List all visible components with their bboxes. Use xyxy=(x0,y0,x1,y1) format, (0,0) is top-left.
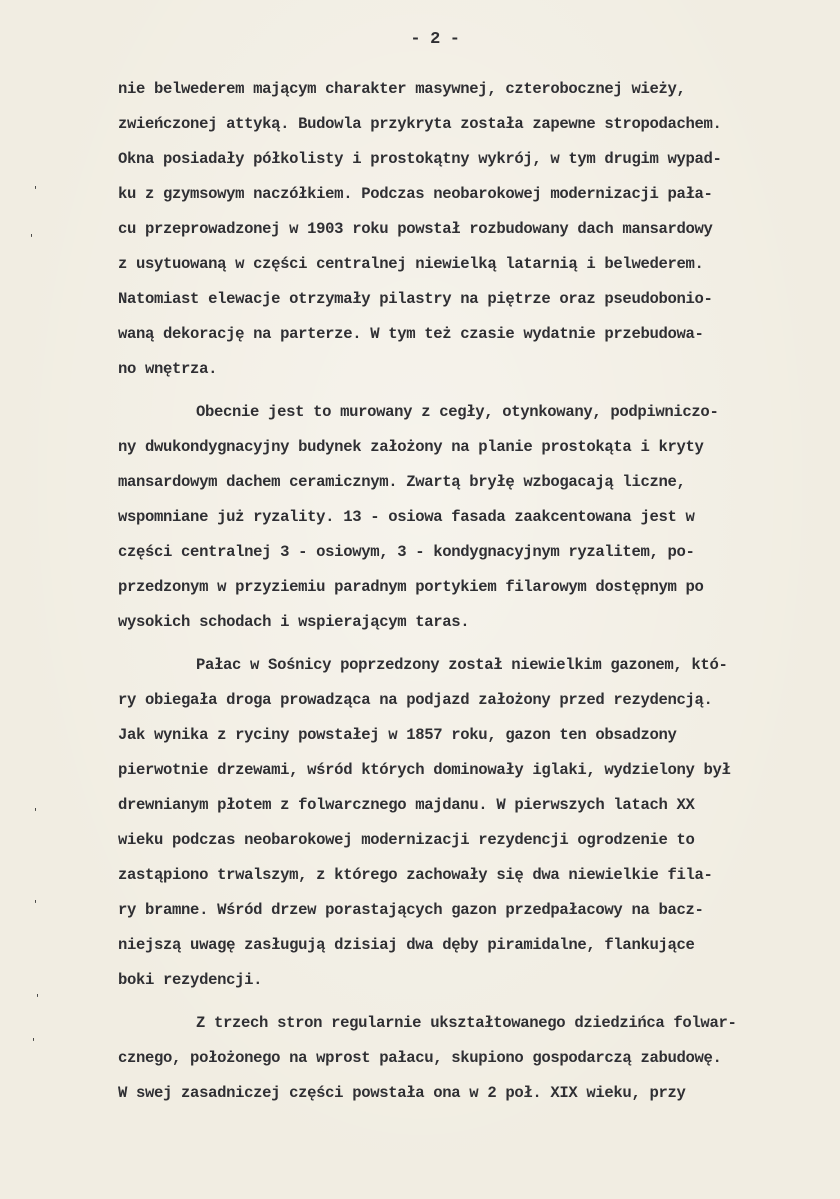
paragraph xyxy=(118,1006,818,1111)
text-line: no wnętrza. xyxy=(118,360,218,378)
paragraph-gap xyxy=(118,387,818,395)
text-line: drewnianym płotem z folwarcznego majdanu. W pierwszych latach XX xyxy=(118,796,695,814)
margin-mark: ' xyxy=(30,232,34,245)
text-line: części centralnej 3 - osiowym, 3 - kondygnacyjnym ryzalitem, po- xyxy=(118,543,695,561)
margin-mark: ' xyxy=(34,898,38,911)
margin-mark: ' xyxy=(36,992,40,1005)
text-line: Pałac w Sośnicy poprzedzony został niewielkim gazonem, któ- xyxy=(196,656,728,674)
text-line: waną dekorację na parterze. W tym też czasie wydatnie przebudowa- xyxy=(118,325,704,343)
text-line: Jak wynika z ryciny powstałej w 1857 roku, gazon ten obsadzony xyxy=(118,726,677,744)
margin-mark: ' xyxy=(32,1036,36,1049)
page-number: - 2 - xyxy=(410,30,460,49)
text-line: ry bramne. Wśród drzew porastających gazon przedpałacowy na bacz- xyxy=(118,901,704,919)
margin-mark: ' xyxy=(34,184,38,197)
paragraph xyxy=(118,395,818,640)
paragraph xyxy=(118,72,818,387)
text-line: cu przeprowadzonej w 1903 roku powstał rozbudowany dach mansardowy xyxy=(118,220,713,238)
text-line: nie belwederem mającym charakter masywnej, czterobocznej wieży, xyxy=(118,80,686,98)
text-line: pierwotnie drzewami, wśród których dominowały iglaki, wydzielony był xyxy=(118,761,731,779)
text-line: mansardowym dachem ceramicznym. Zwartą bryłę wzbogacają liczne, xyxy=(118,473,686,491)
typewritten-body xyxy=(118,72,818,1111)
text-line: Natomiast elewacje otrzymały pilastry na piętrze oraz pseudobonio- xyxy=(118,290,713,308)
paragraph xyxy=(118,648,818,998)
text-line: boki rezydencji. xyxy=(118,971,263,989)
text-line: Okna posiadały półkolisty i prostokątny wykrój, w tym drugim wypad- xyxy=(118,150,722,168)
text-line: wysokich schodach i wspierającym taras. xyxy=(118,613,470,631)
paragraph-gap xyxy=(118,640,818,648)
text-line: ny dwukondygnacyjny budynek założony na planie prostokąta i kryty xyxy=(118,438,704,456)
text-line: wieku podczas neobarokowej modernizacji rezydencji ogrodzenie to xyxy=(118,831,695,849)
text-line: ku z gzymsowym naczółkiem. Podczas neobarokowej modernizacji pała- xyxy=(118,185,713,203)
margin-mark: ' xyxy=(34,806,38,819)
text-line: zwieńczonej attyką. Budowla przykryta została zapewne stropodachem. xyxy=(118,115,722,133)
text-line: cznego, położonego na wprost pałacu, skupiono gospodarczą zabudowę. xyxy=(118,1049,722,1067)
text-line: wspomniane już ryzality. 13 - osiowa fasada zaakcentowana jest w xyxy=(118,508,695,526)
text-line: przedzonym w przyziemiu paradnym portykiem filarowym dostępnym po xyxy=(118,578,704,596)
text-line: zastąpiono trwalszym, z którego zachowały się dwa niewielkie fila- xyxy=(118,866,713,884)
text-line: Obecnie jest to murowany z cegły, otynkowany, podpiwniczo- xyxy=(196,403,719,421)
text-line: W swej zasadniczej części powstała ona w 2 poł. XIX wieku, przy xyxy=(118,1084,686,1102)
paragraph-gap xyxy=(118,998,818,1006)
text-line: niejszą uwagę zasługują dzisiaj dwa dęby piramidalne, flankujące xyxy=(118,936,695,954)
text-line: Z trzech stron regularnie ukształtowanego dziedzińca folwar- xyxy=(196,1014,737,1032)
text-line: ry obiegała droga prowadząca na podjazd założony przed rezydencją. xyxy=(118,691,713,709)
text-line: z usytuowaną w części centralnej niewielką latarnią i belwederem. xyxy=(118,255,704,273)
